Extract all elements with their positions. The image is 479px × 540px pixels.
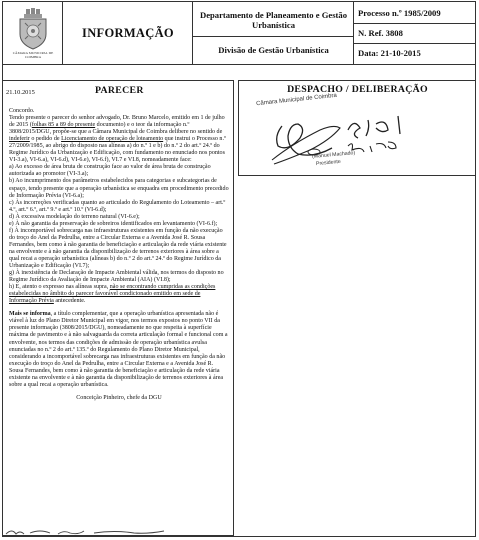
text-run: , a título complementar, que a operação urbanística apresentada não é viável à luz do Plano Diretor Municipal em vigor, nos termos expostos no ponto VII da presente informação (3808/2015/DGU), nomeadamente no que respeita à superfície máxima de pavimento e à não salvaguarda da correta articulação formal e funcional com a envolvente, nos termos das condições de admissão de operação urbanística avulsa enunciadas no n.º 2 do art.º 135.º do Regulamento do Plano Diretor Municipal, considerando a incomportável sobrecarga nas infraestruturas existentes em função da não execução do troço do Anel da Pedrulha, entre a Circular Externa e a Avenida José R. Sousa Fernandes, bem como à não garantia de beneficiação e articulação da rede viária existente na envolvente e à não garantia da disponibilização de terrenos exteriores à área sobre a qual recai a operação urbanística. [9,311,228,388]
list-item: f) À incomportável sobrecarga nas infraestruturas existentes em função da não execução do troço do Anel da Pedrulha, entre a Circular Externa e a Avenida José R. Sousa Fernandes, bem como à não garantia de beneficiação e articulação da rede viária existente na envolvente e à não garantia da disponibilização de terrenos exteriores à área sobre a qual recai a operação urbanística (alíneas b) do n.º 2 do art.º 24.º do Regime Jurídico da Urbanização e Edificação (VI.7); [9,227,227,270]
text-run: Tendo presente o parecer do senhor advogado, Dr. Bruno Marcelo, emitido em 1 de julho de 2015 ( [9,115,225,129]
department-name: Departamento de Planeamento e Gestão Urbanística [199,10,348,30]
list-item: c) Às incorreções verificadas quanto ao articulado do Regulamento do Loteamento – art.º 4.º, art.º 6.º, art.º 9.º e art.º 10.º (VI-6.d); [9,199,226,213]
parecer-date: 21.10.2015 [6,89,35,96]
parecer-title: PARECER [95,85,144,96]
list-item: e) À não garantia da preservação de sobreiros identificados em levantamento (VI-6.f); [9,220,218,227]
stamp-municipality: Câmara Municipal de Coimbra [255,92,338,108]
list-item: b) Ao incumprimento dos parâmetros estabelecidos para categorias e subcategorias de espaço, tendo presente que a operação urbanística se enquadra em procedimento precedido de Informação Prévia (VI-6.a); [9,178,229,199]
document-header [3,2,475,65]
department-divider [193,36,354,37]
document-title: INFORMAÇÃO [82,26,174,40]
reference-number: N. Ref. 3808 [354,24,475,44]
logo-cell [3,2,63,64]
text-run-underlined: folhas 85 a 89 do presente [31,122,96,129]
department-cell [193,2,354,64]
text-run-bold: Mais se informa [9,311,51,318]
parecer-section [3,80,234,536]
list-item: a) Ao excesso de área bruta de construção face ao valor de área bruta de construção autorizada ao promotor (VI-3.a); [9,164,211,178]
list-item: g) À inexistência de Declaração de Impacte Ambiental válida, nos termos do disposto no Regime Jurídico da Avaliação de Impacte Ambiental (AIA) (VI.8); [9,270,224,284]
title-cell [63,2,193,64]
list-item [9,284,229,305]
stamp-name: (Manuel Machado) [311,150,356,160]
text-run: que instrui o Processo n.º 27/2009/1985, ao abrigo do disposto nas alíneas a) do n.º 1 e b) do n.º 2 do art.º 24.º do Regime Jurídico da Urbanização e Edificação, com fundamento no enunciado nos pontos VI-3.a), VI-6.a), VI-6.d), VI-6.e), VI-6.f), VI.7 e VI.8, nomeadamente face: [9,136,226,164]
text-run: antecedente. [53,298,86,305]
metadata-cell [354,2,475,64]
text-run-underlined: Licenciamento de operação de loteamento [61,136,164,143]
text-run-underlined: indeferir [9,136,30,143]
parecer-text [9,108,229,402]
bottom-handwriting-icon [4,527,174,537]
text-run: h) E, atento o expresso nas alíneas supra, [9,284,110,291]
logo-caption: CÂMARA MUNICIPAL DE COIMBRA [12,51,54,59]
list-item: d) À excessiva modelação do terreno natural (VI-6.e); [9,213,140,220]
document-page [2,1,476,537]
coat-of-arms-icon [15,8,51,50]
text-run-underlined: não se encontrando cumpridas as condições estabelecidas no âmbito do parecer favorável condicionado emitido em sede de Informação Prévia [9,284,216,305]
despacho-title: DESPACHO / DELIBERAÇÃO [287,84,428,95]
handwritten-signature-icon [252,98,448,178]
division-name: Divisão de Gestão Urbanística [218,45,329,55]
signature-line: Conceição Pinheiro, chefe da DGU [76,394,162,401]
document-date: Data: 21-10-2015 [358,48,421,58]
concordo-line: Concordo. [9,108,35,114]
paragraph-proposal [9,115,229,164]
text-run: documento) e o teor da informação n.º 3808/2015/DGU, propõe-se que a Câmara Municipal de Coimbra delibere no sentido de [9,122,223,136]
stamp-role: Presidente [315,158,342,168]
text-run: o pedido de [29,136,62,143]
process-number: Processo n.º 1985/2009 [354,4,475,24]
paragraph-complementary [9,311,229,389]
